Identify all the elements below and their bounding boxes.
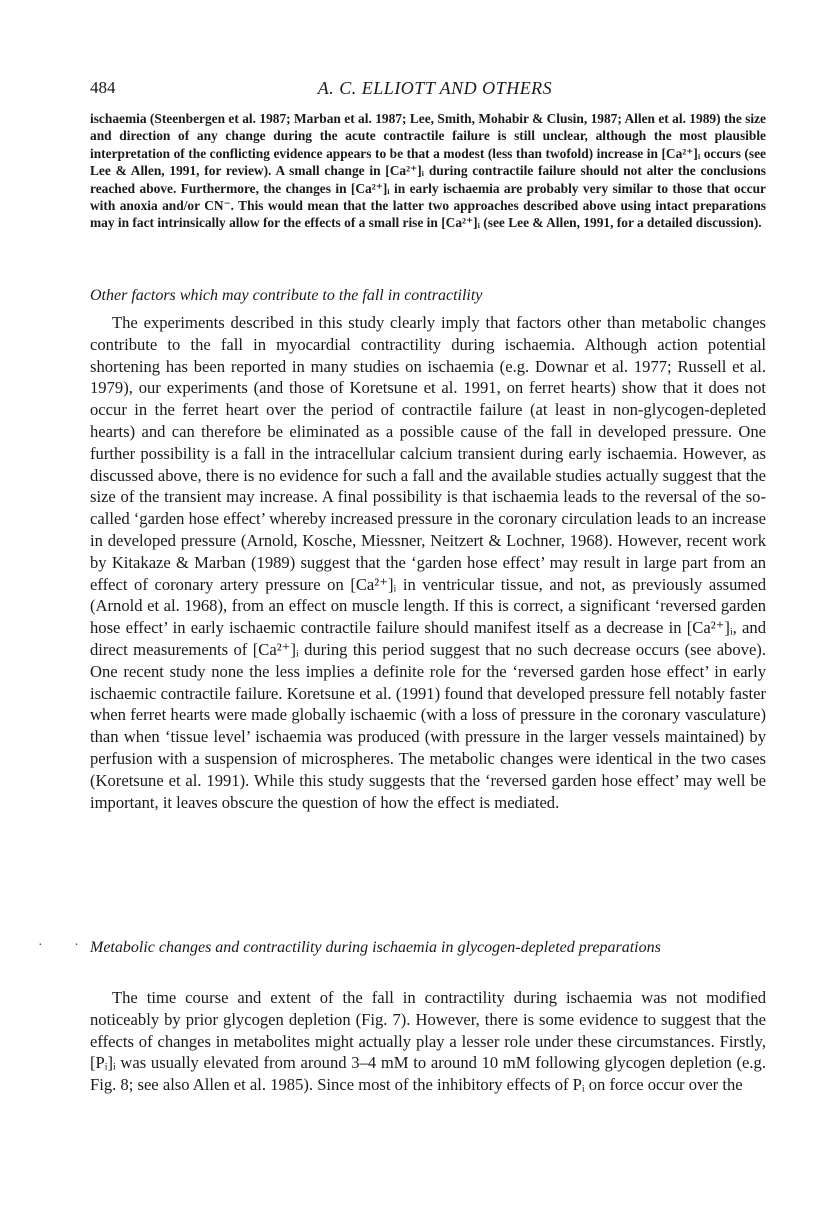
running-head: A. C. ELLIOTT AND OTHERS — [317, 78, 553, 98]
paragraph-other-factors: The experiments described in this study clearly imply that factors other than metabolic changes contribute to the fall in myocardial contractility during ischaemia. Although action potential shortening has been reported in many studies on ischaemia (e.g. Downar et al. 1977; Russell et al. 1979), our experiments (and those of Koretsune et al. 1991, on ferret hearts) show that it does not occur in the ferret heart over the period of contractile failure (at least in non-glycogen-depleted hearts) and can therefore be eliminated as a possible cause of the fall in developed pressure. One further possibility is a fall in the intracellular calcium transient during early ischaemia. However, as discussed above, there is no evidence for such a fall and the available studies actually suggest that the size of the transient may increase. A final possibility is that ischaemia leads to the reversal of the so-called ‘garden hose effect’ whereby increased pressure in the coronary circulation leads to an increase in developed pressure (Arnold, Kosche, Miessner, Neitzert & Lochner, 1968). However, recent work by Kitakaze & Marban (1989) suggest that the ‘garden hose effect’ may result in large part from an effect of coronary artery pressure on [Ca²⁺]ᵢ in ventricular tissue, and not, as previously assumed (Arnold et al. 1968), from an effect on muscle length. If this is correct, a significant ‘reversed garden hose effect’ in early ischaemic contractile failure should manifest itself as a decrease in [Ca²⁺]ᵢ, and direct measurements of [Ca²⁺]ᵢ during this period suggest that no such decrease occurs (see above). One recent study none the less implies a definite role for the ‘reversed garden hose effect’ in early ischaemic contractile failure. Koretsune et al. (1991) found that developed pressure fell notably faster when ferret hearts were made globally ischaemic (with a loss of pressure in the coronary vasculature) than when ‘tissue level’ ischaemia was produced (with pressure in the larger vessels maintained) by perfusion with a suspension of microspheres. The metabolic changes were identical in the two cases (Koretsune et al. 1991). While this study suggests that the ‘reversed garden hose effect’ may well be important, it leaves obscure the question of how the effect is mediated. — [90, 313, 766, 812]
page-number: 484 — [90, 78, 116, 97]
section-heading-metabolic-changes: Metabolic changes and contractility during ischaemia in glycogen-depleted preparations — [90, 939, 661, 956]
paragraph-metabolic-changes: The time course and extent of the fall in contractility during ischaemia was not modified noticeably by prior glycogen depletion (Fig. 7). However, there is some evidence to suggest that the effects of changes in metabolites might actually play a lesser role under these circumstances. Firstly, [Pᵢ]ᵢ was usually elevated from around 3–4 mM to around 10 mM following glycogen depletion (e.g. Fig. 8; see also Allen et al. 1985). Since most of the inhibitory effects of Pᵢ on force occur over the — [90, 988, 766, 1095]
paragraph-continuation: ischaemia (Steenbergen et al. 1987; Marban et al. 1987; Lee, Smith, Mohabir & Clusin, 1987; Allen et al. 1989) the size and direction of any change during the acute contractile failure is still unclear, although the most plausible interpretation of the conflicting evidence appears to be that a modest (less than twofold) increase in [Ca²⁺]ᵢ occurs (see Lee & Allen, 1991, for review). A small change in [Ca²⁺]ᵢ during contractile failure should not alter the conclusions reached above. Furthermore, the changes in [Ca²⁺]ᵢ in early ischaemia are probably very similar to those that occur with anoxia and/or CN⁻. This would mean that the latter two approaches described above using intact preparations may in fact intrinsically allow for the effects of a small rise in [Ca²⁺]ᵢ (see Lee & Allen, 1991, for a detailed discussion). — [90, 111, 766, 231]
page-header — [90, 78, 780, 102]
margin-marks: · · — [38, 938, 93, 953]
section-heading-other-factors: Other factors which may contribute to the fall in contractility — [90, 287, 483, 304]
